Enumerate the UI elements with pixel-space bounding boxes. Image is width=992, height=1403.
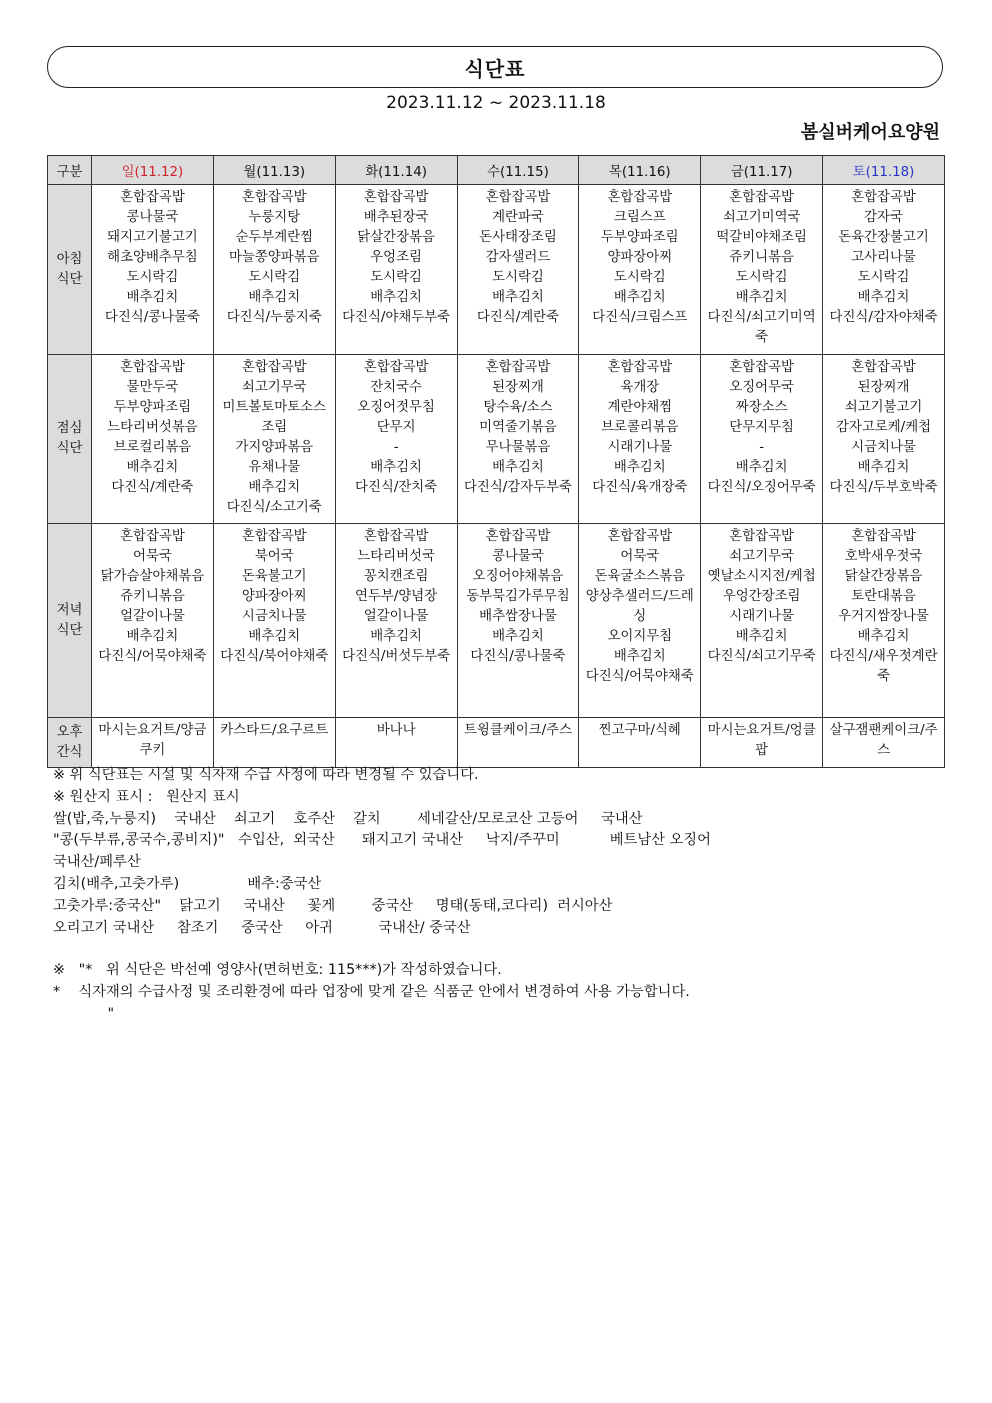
menu-item: 도시락김 [370,270,422,285]
lunch-row [48,355,945,524]
menu-item: 배추김치 [857,629,910,644]
menu-item: 도시락김 [613,270,666,285]
meal-label-line: 식단 [56,271,83,287]
menu-cell-sun [92,524,214,718]
day-header-tue: 화(11.14) [335,156,457,185]
menu-item: 다진식/어묵야채죽 [585,669,694,684]
menu-item: 혼합잡곡밥 [363,190,429,205]
menu-item: 돈사태장조림 [479,230,557,245]
menu-item: 혼합잡곡밥 [120,529,185,544]
meal-label-line: 오후 [56,724,83,740]
title-box [47,46,943,88]
menu-item: 다진식/오징어무죽 [707,480,816,495]
meal-label-line: 아침 [56,251,83,267]
menu-item: 얼갈이나물 [120,609,185,624]
menu-item: 브로콜리볶음 [600,420,679,435]
day-header-wed: 수(11.15) [457,156,579,185]
menu-item: 쇠고기불고기 [844,400,923,415]
menu-item: 크림스프 [613,210,666,225]
day-header-sat: 토(11.18) [823,156,945,185]
menu-item: 혼합잡곡밥 [607,529,673,544]
menu-item: 가지양파볶음 [235,440,314,455]
menu-item: 트윙클케이크/주스 [463,723,572,738]
meal-label-line: 식단 [56,622,83,638]
menu-item: 배추김치 [370,290,422,305]
footer-line: * 식자재의 수급사정 및 조리환경에 따라 업장에 맞게 같은 식품군 안에서 변경하여 사용 가능합니다. [53,983,690,1000]
menu-cell-fri [701,524,823,718]
note-line: "콩(두부류,콩국수,콩비지)" 수입산, 외국산 돼지고기 국내산 낙지/주꾸미 베트남산 오징어 [53,832,711,849]
menu-item: 돈육굴소스볶음 [594,569,686,584]
menu-item: 돼지고기불고기 [107,230,198,245]
menu-item: 단무지무침 [729,420,794,435]
meal-label-line: 식단 [56,441,83,456]
meal-label-line: 간식 [56,744,83,760]
menu-item: 브로컬리볶음 [113,440,192,455]
day-header-fri: 금(11.17) [701,156,823,185]
menu-item: 쥬키니볶음 [729,250,794,265]
menu-item: 마시는요거트/엉클팝 [707,723,816,758]
menu-item: 어묵국 [133,549,172,564]
menu-item: 떡갈비야채조림 [716,230,807,245]
menu-item: 다진식/계란죽 [476,310,560,325]
menu-cell-wed [457,185,579,355]
menu-item: 오징어야채볶음 [472,569,564,584]
menu-item: 옛날소시지전/케첩 [707,569,816,584]
menu-item: 해초양배추무침 [107,250,198,265]
menu-item: 순두부계란찜 [235,230,314,245]
menu-item: 도시락김 [857,270,910,285]
menu-item: 배추김치 [857,460,910,475]
menu-cell-sat [823,718,945,768]
menu-item: 잔치국수 [370,380,422,395]
menu-cell-tue [335,355,457,524]
menu-item: 다진식/버섯두부죽 [342,649,451,664]
menu-cell-thu [579,524,701,718]
menu-item: 닭살간장볶음 [844,569,923,584]
menu-item: 돈육간장불고기 [838,230,929,245]
menu-item: 단무지 [376,420,416,435]
menu-item: 바나나 [376,723,416,738]
menu-item: 혼합잡곡밥 [120,360,185,375]
note-line: ※ 위 식단표는 시설 및 식자재 수급 사정에 따라 변경될 수 있습니다. [53,767,479,783]
menu-item: 다진식/쇠고기미역죽 [707,310,816,345]
menu-item: 다진식/크림스프 [592,310,688,325]
note-line: 김치(배추,고춧가루) 배추:중국산 [53,875,322,892]
menu-item: 배추김치 [126,290,179,305]
note-line: 고춧가루:중국산" 닭고기 국내산 꽃게 중국산 명태(동태,코다리) 러시아산 [53,897,613,914]
menu-cell-mon [213,355,335,524]
menu-item: - [393,440,399,455]
footer-line: ※ "* 위 식단은 박선예 영양사(면허번호: 115***)가 작성하였습니다. [53,962,502,978]
menu-item: 양파장아찌 [607,250,673,265]
menu-item: 무나물볶음 [485,440,551,455]
menu-item: 혼합잡곡밥 [241,529,307,544]
menu-cell-sat [823,524,945,718]
menu-cell-mon [213,524,335,718]
menu-item: 혼합잡곡밥 [851,190,916,205]
meal-label-line: 저녁 [56,602,83,618]
menu-item: 느타리버섯볶음 [107,420,198,435]
menu-item: 혼합잡곡밥 [729,360,794,375]
menu-item: 미역줄기볶음 [479,420,557,435]
menu-item: 배추김치 [492,629,544,644]
menu-item: 된장찌개 [857,380,910,395]
menu-cell-thu [579,718,701,768]
menu-item: 다진식/쇠고기무죽 [707,649,816,664]
menu-item: 계란파국 [492,210,544,225]
dinner-row [48,524,945,718]
menu-item: 배추김치 [613,460,666,475]
meal-label [48,524,92,718]
menu-item: 다진식/육개장죽 [592,480,688,495]
menu-item: 배추김치 [126,629,179,644]
footer-line: " [53,1005,115,1022]
menu-item: 토란대볶음 [851,589,916,604]
menu-item: 도시락김 [248,270,301,285]
menu-item: 느타리버섯국 [357,549,435,564]
menu-item: 유채나물 [248,460,301,475]
menu-item: 어묵국 [620,549,660,564]
day-header-mon: 월(11.13) [213,156,335,185]
menu-item: 두부양파조림 [600,230,679,245]
menu-item: 혼합잡곡밥 [485,360,551,375]
menu-item: 시래기나물 [729,609,794,624]
menu-item: 호박새우젓국 [844,549,923,564]
menu-item: 된장찌개 [492,380,544,395]
menu-item: 다진식/북어야채죽 [220,649,329,664]
menu-item: 양상추샐러드/드레싱 [585,589,694,624]
menu-item: 다진식/콩나물죽 [104,310,200,325]
menu-table [47,155,945,768]
menu-item: 쇠고기무국 [241,380,307,395]
menu-item: 오이지무침 [607,629,673,644]
menu-item: 동부묵김가루무침 [466,589,570,604]
menu-item: 배추김치 [492,290,544,305]
menu-item: 꽁치캔조림 [363,569,429,584]
menu-item: 배추김치 [613,649,666,664]
menu-item: 혼합잡곡밥 [120,190,185,205]
menu-item: 혼합잡곡밥 [241,190,307,205]
menu-item: 오징어무국 [729,380,794,395]
menu-item: 누룽지탕 [248,210,301,225]
menu-cell-sun [92,718,214,768]
menu-item: 혼합잡곡밥 [607,360,673,375]
menu-item: 배추김치 [370,629,422,644]
menu-item: 닭살간장볶음 [357,230,435,245]
meal-label [48,718,92,768]
menu-item: 두부양파조림 [113,400,192,415]
day-header-sun: 일(11.12) [92,156,214,185]
menu-item: 연두부/양념장 [355,589,438,604]
menu-item: 배추된장국 [363,210,429,225]
meal-label [48,185,92,355]
menu-item: 도시락김 [735,270,788,285]
menu-item: 다진식/잔치죽 [355,480,438,495]
menu-item: 살구잼팬케이크/주스 [829,723,938,758]
menu-cell-tue [335,524,457,718]
menu-item: 감자고로케/케첩 [836,420,932,435]
menu-item: 탕수육/소스 [483,400,553,415]
menu-item: 육개장 [620,380,660,395]
meal-label-line: 점심 [56,421,83,436]
menu-item: 다진식/소고기죽 [226,500,322,515]
page-title: 식단표 [464,56,526,81]
menu-item: 얼갈이나물 [363,609,429,624]
menu-item: 콩나물국 [492,549,544,564]
note-line: 쌀(밥,죽,누룽지) 국내산 쇠고기 호주산 갈치 세네갈산/모로코산 고등어 국내산 [53,810,643,827]
menu-period: 2023.11.12 ~ 2023.11.18 [386,93,606,113]
menu-item: 혼합잡곡밥 [485,190,551,205]
menu-item: 다진식/콩나물죽 [470,649,566,664]
menu-item: 찐고구마/식혜 [598,723,681,738]
menu-item: 도시락김 [492,270,544,285]
breakfast-row [48,185,945,355]
note-line: ※ 원산지 표시 : 원산지 표시 [53,788,240,805]
footer-section [53,960,690,1025]
menu-item: 배추김치 [613,290,666,305]
menu-item: 감자국 [864,210,903,225]
menu-item: 시금치나물 [851,440,916,455]
menu-item: 우엉조림 [370,250,422,265]
menu-item: 배추쌈장나물 [479,609,557,624]
menu-cell-mon [213,718,335,768]
menu-item: 배추김치 [248,480,301,495]
menu-item: 북어국 [254,549,294,564]
menu-item: 배추김치 [735,460,788,475]
day-header-row [48,156,945,185]
menu-cell-tue [335,718,457,768]
menu-cell-sun [92,355,214,524]
menu-item: 배추김치 [857,290,910,305]
snack-row [48,718,945,768]
menu-item: 다진식/야채두부죽 [342,310,451,325]
menu-item: 다진식/계란죽 [111,480,194,495]
meal-label [48,355,92,524]
menu-item: 우엉간장조림 [722,589,801,604]
menu-item: 배추김치 [735,290,788,305]
menu-item: 돈육불고기 [241,569,307,584]
menu-cell-sat [823,185,945,355]
organization-name: 봄실버케어요양원 [800,122,940,143]
menu-item: 물만두국 [126,380,179,395]
menu-item: 배추김치 [370,460,422,475]
menu-cell-sun [92,185,214,355]
menu-item: 짜장소스 [735,400,788,415]
menu-item: 배추김치 [735,629,788,644]
menu-item: 다진식/두부호박죽 [829,480,938,495]
menu-cell-mon [213,185,335,355]
menu-cell-wed [457,718,579,768]
menu-item: 닭가슴살야채볶음 [100,569,205,584]
menu-item: 다진식/어묵야채죽 [98,649,207,664]
menu-item: 다진식/누룽지죽 [226,310,322,325]
menu-item: 미트볼토마토소스조림 [222,400,326,435]
menu-item: 혼합잡곡밥 [851,360,916,375]
menu-cell-wed [457,524,579,718]
note-line: 오리고기 국내산 참조기 중국산 아귀 국내산/ 중국산 [53,919,471,936]
day-header-thu: 목(11.16) [579,156,701,185]
menu-item: 콩나물국 [126,210,179,225]
menu-item: 우거지쌈장나물 [838,609,929,624]
notes-section [53,765,953,939]
menu-item: 혼합잡곡밥 [363,529,429,544]
menu-item: 쇠고기무국 [729,549,794,564]
menu-item: 배추김치 [248,629,301,644]
menu-item: 다진식/감자두부죽 [463,480,572,495]
menu-item: 감자샐러드 [485,250,551,265]
menu-cell-fri [701,185,823,355]
menu-item: 혼합잡곡밥 [241,360,307,375]
menu-item: - [759,440,765,455]
menu-item: 혼합잡곡밥 [485,529,551,544]
menu-item: 혼합잡곡밥 [729,529,794,544]
menu-item: 혼합잡곡밥 [363,360,429,375]
menu-item: 쇠고기미역국 [722,210,801,225]
menu-item: 다진식/감자야채죽 [829,310,938,325]
menu-item: 혼합잡곡밥 [607,190,673,205]
note-line: 국내산/페루산 [53,854,141,871]
menu-item: 다진식/새우젓계란죽 [829,649,938,684]
corner-header: 구분 [48,156,92,185]
menu-item: 마늘쫑양파볶음 [228,250,320,265]
menu-item: 계란야채찜 [607,400,673,415]
menu-item: 시금치나물 [241,609,307,624]
menu-item: 카스타드/요구르트 [220,723,329,738]
menu-cell-thu [579,185,701,355]
menu-item: 양파장아찌 [241,589,307,604]
menu-item: 도시락김 [126,270,179,285]
menu-cell-sat [823,355,945,524]
menu-cell-tue [335,185,457,355]
menu-item: 혼합잡곡밥 [851,529,916,544]
menu-item: 마시는요거트/양금쿠키 [98,723,207,758]
menu-item: 배추김치 [126,460,179,475]
menu-cell-fri [701,718,823,768]
menu-cell-thu [579,355,701,524]
menu-item: 배추김치 [248,290,301,305]
menu-item: 오징어젓무침 [357,400,435,415]
menu-item: 혼합잡곡밥 [729,190,794,205]
menu-cell-wed [457,355,579,524]
menu-cell-fri [701,355,823,524]
menu-item: 시래기나물 [607,440,673,455]
menu-item: 고사리나물 [851,250,916,265]
menu-item: 쥬키니볶음 [120,589,185,604]
menu-item: 배추김치 [492,460,544,475]
